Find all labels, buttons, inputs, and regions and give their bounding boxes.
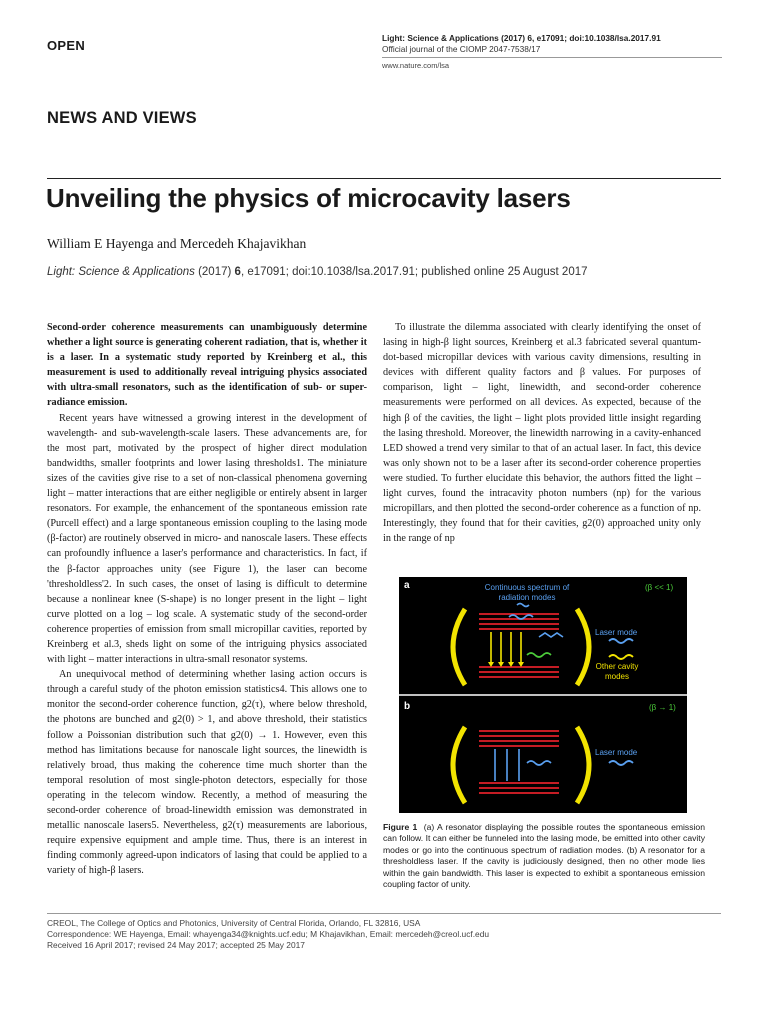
title-divider: [47, 178, 721, 179]
citation-journal: Light: Science & Applications: [47, 266, 195, 278]
panel-b-label: b: [404, 701, 411, 712]
laser-mode-label-a: Laser mode: [595, 628, 638, 637]
left-text-column: [47, 320, 367, 878]
panel-a-label: a: [404, 580, 410, 591]
other-cavity-label: Other cavity: [595, 662, 639, 671]
radiation-modes-label: radiation modes: [498, 593, 556, 602]
correspondence: Correspondence: WE Hayenga, Email: whayenga34@knights.ucf.edu; M Khajavikhan, Email: mercedeh@creol.ucf.edu: [47, 929, 490, 940]
article-authors: William E Hayenga and Mercedeh Khajavikhan: [47, 236, 307, 251]
citation-year: (2017): [194, 266, 235, 278]
article-title: Unveiling the physics of microcavity lasers: [46, 183, 571, 213]
journal-header: [382, 33, 742, 54]
footer: [47, 918, 727, 952]
citation-volume: 6: [234, 266, 241, 278]
figure-caption-text: (a) A resonator displaying the possible routes the spontaneous emission can follow. It can either be funneled into the lasing mode, be emitted into other cavity modes or go into the continuous spectrum of radiation modes. (b) A resonator for a thresholdless laser. If the cavity is judiciously designed, then no other mode lies within the gain bandwidth. This laser is expected to exhibit a spontaneous emission coupling factor of unity.: [383, 822, 705, 890]
section-label: NEWS AND VIEWS: [47, 109, 197, 127]
journal-url-link[interactable]: www.nature.com/lsa: [382, 61, 450, 70]
abstract-paragraph: Second-order coherence measurements can unambiguously determine whether a light source is generating coherent radiation, that is, whether it is a laser. In a systematic study reported by Kreinberg et al., this measurement is used to additionally reveal intriguing physics associated with ultra-small resonators, such as the identification of sub- or super-radiance emission.: [47, 322, 367, 409]
header-divider: [382, 57, 722, 58]
open-access-label: OPEN: [47, 38, 86, 53]
article-citation: [47, 266, 588, 278]
citation-details: , e17091; doi:10.1038/lsa.2017.91; published online 25 August 2017: [240, 266, 588, 278]
figure-caption-label: Figure 1: [383, 822, 418, 832]
body-paragraph-3: To illustrate the dilemma associated with clearly identifying the onset of lasing in high-β light sources, Kreinberg et al.3 fabricated several quantum-dot-based micropillar devices with various cavity dimensions, resulting in devices with different quality factors and β values. For purposes of comparison, light – light, linewidth, and second-order coherence measurements were performed on all devices. As expected, because of the high β of the cavities, the light – light plots provided little insight regarding the lasing threshold. Moreover, the linewidth narrowing in a cavity-enhanced LED showed a trend very similar to that of an actual laser. In fact, this device was only shown not to be a laser after its second-order coherence properties were studied. To further elucidate this behavior, the authors fitted the light – light curves, found the intracavity photon numbers (np) for the various micropillars, and then plotted the second-order coherence as a function of np. Interestingly, they found that for their cavities, g2(0) approached unity only in the range of np: [383, 322, 701, 545]
journal-citation-line: Light: Science & Applications (2017) 6, e17091; doi:10.1038/lsa.2017.91: [382, 33, 661, 43]
figure-1: [399, 577, 687, 813]
affiliation: CREOL, The College of Optics and Photonics, University of Central Florida, Orlando, FL 32816, USA: [47, 918, 421, 928]
received-dates: Received 16 April 2017; revised 24 May 2017; accepted 25 May 2017: [47, 940, 305, 951]
right-text-column: [383, 320, 701, 546]
beta-small-label: (β << 1): [645, 583, 674, 592]
body-paragraph-2: An unequivocal method of determining whether lasing action occurs is through a careful study of the photon emission statistics4. This allows one to monitor the second-order coherence function, g2(τ), where below threshold, the photons are bunched and g2(0) > 1, and above threshold, their statistics follow a Poissonian distribution such that g2(0) → 1. However, even this method has limitations because for nanoscale light sources, the linewidth is relatively broad, thus making the coherence time much shorter than the temporal resolution of most single-photon detectors, especially for those operating in the telecom window. Recently, a method of measuring the second-order coherence of broad-linewidth emission was demonstrated in metallic nanoscale lasers5. Nevertheless, g2(τ) measurements are laborious, require expensive equipment and ample time. Thus, there is an interest in finding commonly agreed-upon indicators of lasing that could be applied to a variety of high-β lasers.: [47, 669, 367, 877]
beta-one-label: (β → 1): [649, 703, 676, 712]
laser-mode-label-b: Laser mode: [595, 748, 638, 757]
figure-caption: [383, 822, 705, 890]
journal-official-line: Official journal of the CIOMP 2047-7538/17: [382, 43, 541, 54]
other-modes-label: modes: [604, 672, 630, 681]
continuous-spectrum-label: Continuous spectrum of: [484, 583, 570, 592]
figure-1-illustration: [399, 577, 687, 813]
body-paragraph-1: Recent years have witnessed a growing interest in the development of wavelength- and sub-wavelength-scale lasers. These advancements are, for the most part, motivated by the prospect of higher direct modulation bandwidths, smaller footprints and lower lasing thresholds1. The miniature sizes of the cavities give rise to a set of non-classical phenomena governing light – matter interactions that are either negligible or entirely absent in larger resonators. For example, the enhancement of the spontaneous emission rate (Purcell effect) and a large spontaneous emission coupling to the lasing mode (β-factor) are routinely observed in micro- and nanoscale lasers. These effects can profoundly influence a laser's performance and characteristics. In fact, if the β-factor approaches unity (see Figure 1), the laser can become 'thresholdless'2. In such cases, the onset of lasing is difficult to determine because a nonlinear knee (S-shape) is no longer present in the light – light curve plotted on a log – log scale. A systematic study of the second-order coherence properties of emission from small micropillar cavities, reported by Kreinberg et al.3, sheds light on some of the intriguing physics associated with light – matter interactions in ultra-small resonator systems.: [47, 412, 367, 666]
footer-divider: [47, 913, 721, 914]
